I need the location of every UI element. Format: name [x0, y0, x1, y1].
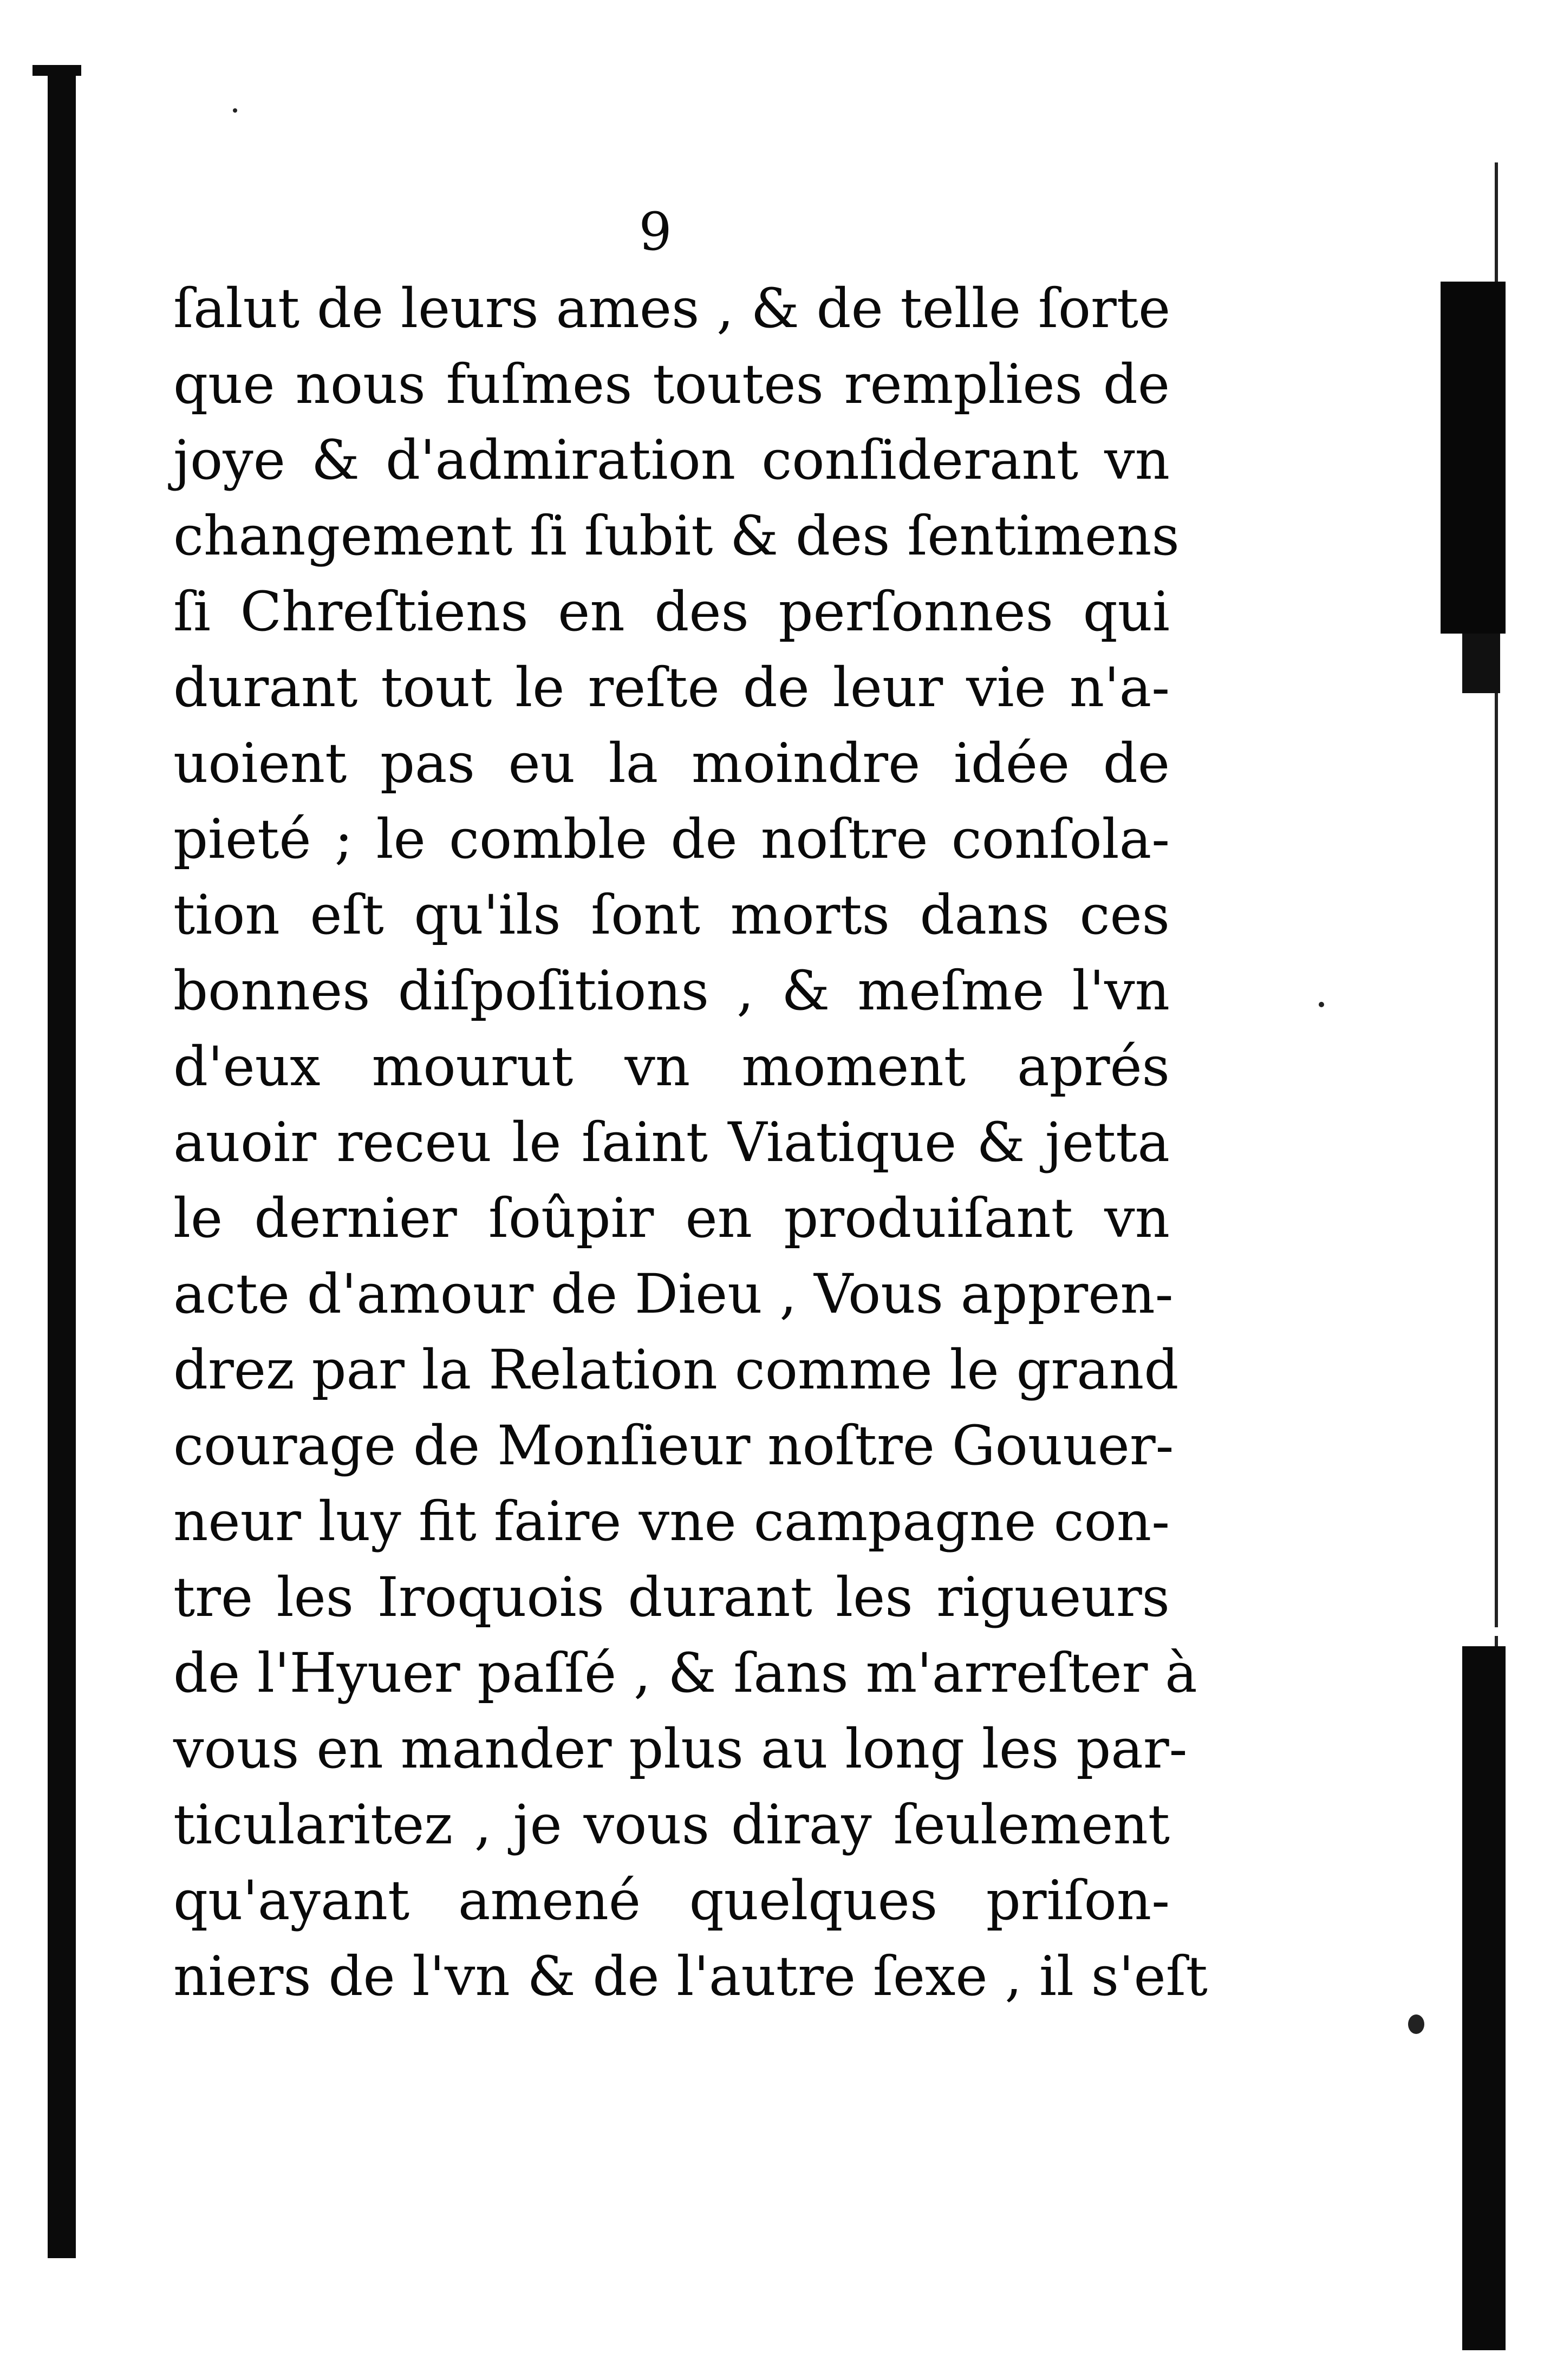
right-edge-shadow-bottom — [1462, 1646, 1506, 2350]
text-line: d'eux mourut vn moment aprés — [173, 1035, 1170, 1098]
scan-speck — [233, 108, 237, 113]
text-line: ſi Chreſtiens en des perſonnes qui — [173, 580, 1170, 643]
text-line: joye & d'admiration conſiderant vn — [173, 428, 1170, 492]
left-gutter-shadow — [48, 65, 76, 2258]
text-line: drez par la Relation comme le grand — [173, 1338, 1179, 1401]
text-line: vous en mander plus au long les par- — [173, 1717, 1188, 1781]
text-line: courage de Monſieur noſtre Gouuer- — [173, 1414, 1174, 1477]
body-text — [173, 271, 1208, 2014]
right-edge-gap — [1457, 1627, 1511, 1636]
text-line: le dernier ſoûpir en produiſant vn — [173, 1186, 1170, 1250]
text-line: pieté ; le comble de noſtre conſola- — [173, 807, 1170, 871]
text-line: auoir receu le ſaint Viatique & jetta — [173, 1111, 1170, 1174]
text-line: durant tout le reſte de leur vie n'a- — [173, 656, 1170, 719]
text-line: acte d'amour de Dieu , Vous appren- — [173, 1262, 1174, 1326]
page-number: 9 — [639, 201, 672, 262]
right-edge-shadow-top — [1441, 282, 1506, 634]
text-line: uoient pas eu la moindre idée de — [173, 732, 1170, 795]
scan-speck — [1319, 1002, 1324, 1007]
text-line: tre les Iroquois durant les rigueurs — [173, 1566, 1170, 1629]
text-line: que nous fuſmes toutes remplies de — [173, 353, 1170, 416]
text-line: changement ſi ſubit & des ſentimens — [173, 504, 1180, 568]
text-line: ticularitez , je vous diray ſeulement — [173, 1793, 1170, 1856]
text-line: qu'ayant amené quelques priſon- — [173, 1869, 1170, 1932]
text-line: neur luy fit faire vne campagne con- — [173, 1490, 1170, 1553]
text-line: bonnes diſpoſitions , & meſme l'vn — [173, 959, 1170, 1022]
text-line: ſalut de leurs ames , & de telle ſorte — [173, 277, 1171, 340]
scan-speck — [1408, 2014, 1424, 2034]
text-line: tion eſt qu'ils ſont morts dans ces — [173, 883, 1170, 947]
right-edge-shadow-mid — [1462, 634, 1500, 693]
text-line: de l'Hyuer paſſé , & ſans m'arreſter à — [173, 1641, 1197, 1705]
text-line: niers de l'vn & de l'autre ſexe , il s'eſt — [173, 1945, 1208, 2008]
